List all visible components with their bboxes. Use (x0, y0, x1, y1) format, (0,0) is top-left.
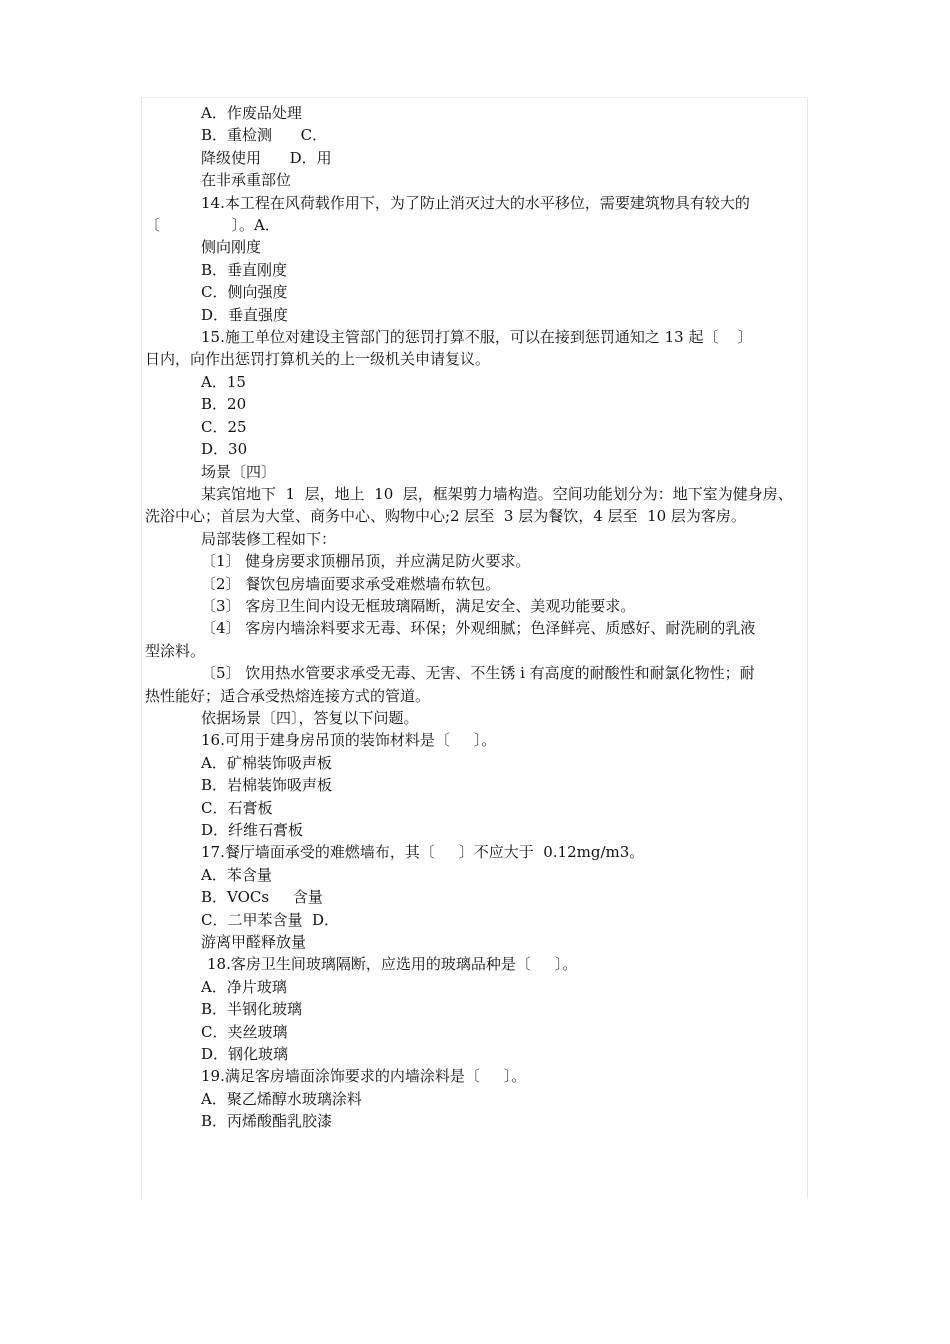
text-line: A．矿棉装饰吸声板 (201, 753, 332, 772)
text-line: 〔3〕 客房卫生间内设无框玻璃隔断，满足安全、美观功能要求。 (201, 596, 636, 615)
text-line: 洗浴中心；首层为大堂、商务中心、购物中心;2 层至 3 层为餐饮，4 层至 10 层为客房。 (145, 507, 746, 526)
text-line: 14.本工程在风荷载作用下，为了防止消灭过大的水平移位，需要建筑物具有较大的 (201, 193, 750, 212)
text-line: B．VOCs 含量 (201, 888, 323, 907)
text-line: 17.餐厅墙面承受的难燃墙布，其〔 〕不应大于 0.12mg/m3。 (201, 843, 645, 862)
text-line: 型涂料。 (145, 641, 206, 660)
text-line: C．25 (201, 417, 247, 436)
text-line: 19.满足客房墙面涂饰要求的内墙涂料是〔 〕。 (201, 1067, 527, 1086)
text-line: A．聚乙烯醇水玻璃涂料 (201, 1089, 362, 1108)
text-line: B．半钢化玻璃 (201, 1000, 303, 1019)
text-line: 在非承重部位 (201, 171, 292, 190)
text-line: A．净片玻璃 (201, 977, 287, 996)
text-line: B．垂直刚度 (201, 260, 288, 279)
text-line: 依据场景〔四〕，答复以下问题。 (201, 708, 419, 727)
text-line: B．20 (201, 395, 247, 414)
text-line: 局部装修工程如下： (201, 529, 337, 548)
text-line: 16.可用于建身房吊顶的装饰材料是〔 〕。 (201, 731, 497, 750)
text-line: 侧向刚度 (201, 238, 262, 257)
text-line: 日内，向作出惩罚打算机关的上一级机关申请复议。 (145, 350, 491, 369)
text-line: 〔1〕 健身房要求顶棚吊顶，并应满足防火要求。 (201, 552, 531, 571)
text-line: 降级使用 D．用 (201, 148, 332, 167)
text-line: B．岩棉装饰吸声板 (201, 776, 333, 795)
text-line: D．纤维石膏板 (201, 821, 304, 839)
text-line: 〔2〕 餐饮包房墙面要求承受难燃墙布软包。 (201, 574, 501, 593)
text-line: 热性能好；适合承受热熔连接方式的管道。 (145, 686, 431, 705)
text-line: 〔5〕 饮用热水管要求承受无毒、无害、不生锈 i 有高度的耐酸性和耐氯化物性；耐 (201, 664, 755, 683)
text-line: D．30 (201, 440, 248, 459)
text-line: C．二甲苯含量 D． (201, 910, 340, 929)
text-line: B．丙烯酸酯乳胶漆 (201, 1112, 333, 1131)
text-line: D．垂直强度 (201, 305, 289, 324)
text-line: 〔4〕 客房内墙涂料要求无毒、环保；外观细腻；色泽鲜亮、质感好、耐洗刷的乳液 (201, 619, 756, 638)
text-line: 场景〔四〕 (201, 462, 277, 481)
text-line: C．石膏板 (201, 798, 273, 817)
text-line: B．重检测 C． (201, 126, 328, 145)
text-line: 〔 〕。A． (145, 216, 280, 235)
text-line: 15.施工单位对建设主管部门的惩罚打算不服，可以在接到惩罚通知之 13 起〔 〕 (201, 328, 753, 347)
text-line: A．15 (201, 372, 246, 391)
document-body (145, 102, 805, 1133)
text-line: A．苯含量 (201, 865, 272, 884)
text-line: D．钢化玻璃 (201, 1045, 289, 1064)
text-line: 游离甲醛释放量 (201, 933, 307, 952)
text-line: 18.客房卫生间玻璃隔断，应选用的玻璃品种是〔 〕。 (207, 955, 578, 974)
text-line: A．作废品处理 (201, 104, 302, 122)
text-line: 某宾馆地下 1 层，地上 10 层，框架剪力墙构造。空间功能划分为：地下室为健身房、 (201, 484, 793, 503)
text-line: C．夹丝玻璃 (201, 1022, 288, 1041)
text-line: C．侧向强度 (201, 283, 288, 302)
